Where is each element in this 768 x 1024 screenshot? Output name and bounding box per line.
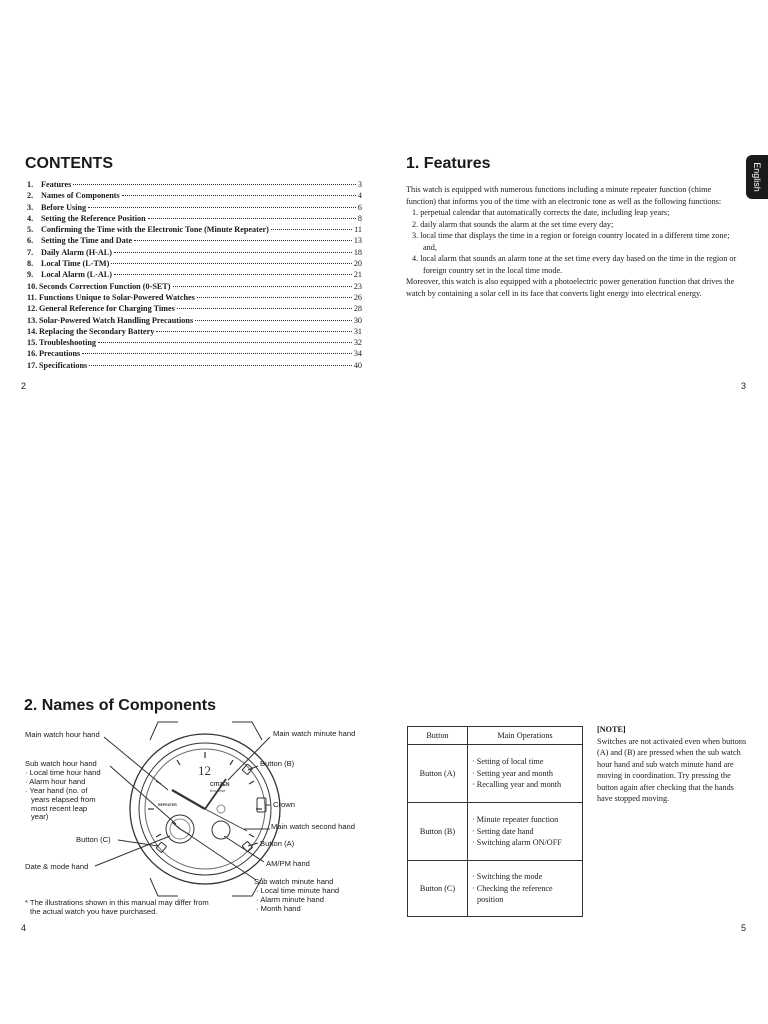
toc-leader-dots [114, 252, 352, 253]
toc-leader-dots [197, 297, 352, 298]
label-main-minute: Main watch minute hand [273, 729, 356, 738]
label-sub-hour: Sub watch hour hand · Local time hour hand · Alarm hour hand · Year hand (no. of years elapsed from most recent leap year) [25, 759, 101, 822]
page-number-2: 2 [21, 381, 27, 391]
table-row [408, 745, 583, 803]
toc-item[interactable] [27, 191, 362, 202]
lug-top-left [150, 722, 178, 740]
leader-sub-hour [110, 766, 176, 824]
toc-item-number: 15. [27, 338, 38, 348]
toc-item-title: Confirming the Time with the Electronic Tone (Minute Repeater) [41, 225, 269, 235]
features-heading: 1. Features [406, 155, 491, 172]
sub-dial-right [212, 821, 230, 839]
toc-item[interactable] [27, 214, 362, 225]
toc-item-page: 30 [353, 315, 362, 325]
toc-item[interactable] [27, 293, 362, 304]
table-row [408, 803, 583, 861]
toc-item-title: Troubleshooting [39, 338, 97, 348]
label-date-mode: Date & mode hand [25, 862, 89, 871]
toc-item-number: 13. [27, 315, 38, 325]
toc-item-number: 9. [27, 270, 34, 280]
list-item: 3. local time that displays the time in a region or foreign country located in a different time zone; and, [412, 231, 730, 252]
lug-top-right [232, 722, 262, 740]
toc-item-number: 4. [27, 213, 34, 223]
date-window [217, 805, 225, 813]
toc-item-number: 8. [27, 259, 34, 269]
toc-item-title: Specifications [39, 360, 88, 370]
label-button-b: Button (B) [260, 759, 295, 768]
toc-leader-dots [134, 240, 352, 241]
toc-item[interactable] [27, 282, 362, 293]
features-body [406, 184, 741, 299]
page-number-3: 3 [741, 381, 747, 391]
toc-item-number: 17. [27, 360, 38, 370]
toc-item-page: 18 [353, 247, 362, 257]
toc-item-page: 8 [357, 213, 362, 223]
lug-bottom-left [150, 878, 178, 896]
toc-item-page: 13 [353, 236, 362, 246]
toc-item[interactable] [27, 248, 362, 259]
toc-item[interactable] [27, 361, 362, 372]
table-of-contents [27, 180, 362, 372]
toc-item-page: 32 [353, 338, 362, 348]
toc-item[interactable] [27, 327, 362, 338]
dial-numeral: 12 [198, 763, 211, 778]
toc-item-title: Precautions [39, 349, 81, 359]
toc-leader-dots [148, 218, 356, 219]
toc-leader-dots [73, 184, 356, 185]
toc-item-number: 16. [27, 349, 38, 359]
toc-item[interactable] [27, 180, 362, 191]
label-button-c: Button (C) [76, 835, 111, 844]
features-intro: This watch is equipped with numerous functions including a minute repeater function (chime function) that informs you of the time with an electronic tone as well as the following functions: [406, 185, 722, 206]
label-main-second: Main watch second hand [271, 822, 356, 831]
toc-item-page: 4 [357, 191, 362, 201]
toc-item-number: 6. [27, 236, 34, 246]
toc-leader-dots [173, 286, 352, 287]
toc-leader-dots [156, 331, 352, 332]
toc-item-title: Daily Alarm (H-AL) [41, 247, 112, 257]
toc-leader-dots [98, 342, 352, 343]
hour-hand [172, 790, 205, 809]
toc-item-number: 12. [27, 304, 38, 314]
toc-item-title: Seconds Correction Function (0-SET) [39, 281, 171, 291]
dial-chime: REPEATER [158, 803, 177, 807]
toc-item-page: 23 [353, 281, 362, 291]
note-box [597, 724, 747, 805]
toc-item-title: Before Using [41, 202, 87, 212]
toc-item-page: 26 [353, 292, 362, 302]
toc-item[interactable] [27, 259, 362, 270]
label-crown: Crown [273, 800, 295, 809]
toc-item[interactable] [27, 338, 362, 349]
table-header-button: Button [408, 727, 468, 745]
table-header-ops: Main Operations [468, 727, 583, 745]
language-tab-label: English [752, 162, 762, 192]
label-sub-minute: Sub watch minute hand · Local time minute hand · Alarm minute hand · Month hand [254, 877, 340, 913]
table-cell-ops: · Minute repeater function · Setting date hand · Switching alarm ON/OFF [468, 803, 583, 861]
toc-item-title: Local Time (L-TM) [41, 259, 110, 269]
toc-leader-dots [82, 353, 352, 354]
features-list [406, 207, 741, 276]
contents-heading: CONTENTS [25, 155, 113, 172]
toc-item-title: Features [41, 180, 72, 189]
toc-leader-dots [88, 207, 356, 208]
components-heading: 2. Names of Components [24, 697, 217, 714]
page-number-5: 5 [741, 923, 747, 933]
toc-leader-dots [195, 320, 352, 321]
toc-leader-dots [177, 308, 352, 309]
toc-item-number: 1. [27, 180, 34, 189]
toc-item-page: 3 [357, 180, 362, 189]
label-ampm: AM/PM hand [266, 859, 310, 868]
button-c-shape [156, 842, 167, 853]
toc-item-number: 14. [27, 326, 38, 336]
label-button-a: Button (A) [260, 839, 295, 848]
toc-item-number: 10. [27, 281, 38, 291]
toc-item[interactable] [27, 203, 362, 214]
toc-item-page: 20 [353, 259, 362, 269]
toc-leader-dots [111, 263, 351, 264]
toc-item[interactable] [27, 304, 362, 315]
second-hand [205, 809, 247, 831]
toc-item[interactable] [27, 236, 362, 247]
table-cell-button: Button (A) [408, 745, 468, 803]
toc-item-title: Functions Unique to Solar-Powered Watches [39, 292, 195, 302]
operations-table [407, 726, 583, 917]
note-title: [NOTE] [597, 725, 626, 734]
toc-item-number: 11. [27, 292, 37, 302]
toc-item[interactable] [27, 316, 362, 327]
toc-item-title: General Reference for Charging Times [39, 304, 175, 314]
toc-leader-dots [122, 195, 356, 196]
dial-brand: CITIZEN [210, 782, 230, 788]
toc-item-title: Solar-Powered Watch Handling Precautions [39, 315, 194, 325]
toc-item-number: 3. [27, 202, 34, 212]
toc-item-page: 11 [354, 225, 362, 235]
toc-item-title: Setting the Reference Position [41, 213, 146, 223]
table-row [408, 861, 583, 917]
toc-item-page: 40 [353, 360, 362, 370]
toc-item-page: 6 [357, 202, 362, 212]
toc-leader-dots [114, 274, 352, 275]
dial-sub-brand: Eco-Drive [210, 789, 226, 793]
toc-item-page: 34 [353, 349, 362, 359]
toc-item-number: 2. [27, 191, 34, 201]
toc-item-number: 5. [27, 225, 34, 235]
toc-item[interactable] [27, 270, 362, 281]
table-cell-button: Button (B) [408, 803, 468, 861]
toc-item-page: 31 [353, 326, 362, 336]
toc-item-title: Names of Components [41, 191, 120, 201]
label-main-hour: Main watch hour hand [25, 730, 100, 739]
table-cell-button: Button (C) [408, 861, 468, 917]
note-text: Switches are not activated even when buttons (A) and (B) are pressed when the sub watch hour hand and sub watch minute hand are moving in coordination. Try pressing the button again after checking that the hands have stopped moving. [597, 736, 747, 803]
table-cell-ops: · Setting of local time · Setting year and month · Recalling year and month [468, 745, 583, 803]
toc-item-title: Replacing the Secondary Battery [39, 326, 155, 336]
language-tab[interactable] [746, 155, 768, 199]
toc-leader-dots [271, 229, 352, 230]
toc-item-number: 7. [27, 247, 34, 257]
illustration-disclaimer: * The illustrations shown in this manual may differ from the actual watch you have purchased. [25, 898, 209, 916]
toc-item[interactable] [27, 225, 362, 236]
toc-item-title: Local Alarm (L-AL) [41, 270, 112, 280]
toc-item-page: 28 [353, 304, 362, 314]
page-number-4: 4 [21, 923, 27, 933]
button-b-shape [242, 764, 253, 775]
toc-leader-dots [89, 365, 352, 366]
list-item: 4. local alarm that sounds an alarm tone at the set time every day based on the time in the region or foreign country set in the local time mode. [412, 254, 737, 275]
list-item: 1. perpetual calendar that automatically corrects the date, including leap years; [412, 208, 670, 217]
list-item: 2. daily alarm that sounds the alarm at the set time every day; [412, 219, 614, 229]
toc-item[interactable] [27, 349, 362, 360]
table-cell-ops: · Switching the mode · Checking the reference position [468, 861, 583, 917]
toc-item-page: 21 [353, 270, 362, 280]
features-outro: Moreover, this watch is also equipped with a photoelectric power generation function that drives the watch by containing a solar cell in its face that converts light energy into electrical energy. [406, 277, 735, 298]
toc-item-title: Setting the Time and Date [41, 236, 133, 246]
